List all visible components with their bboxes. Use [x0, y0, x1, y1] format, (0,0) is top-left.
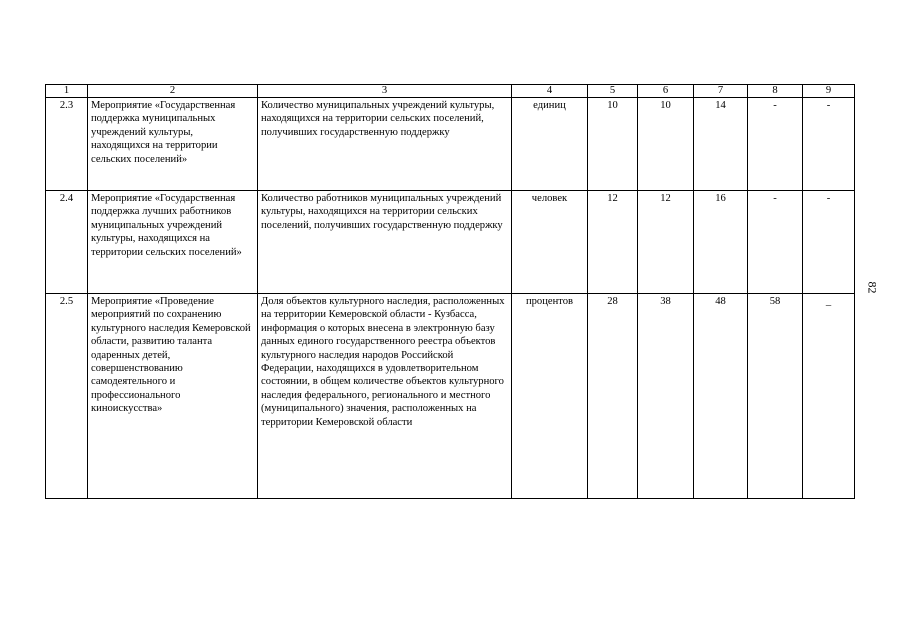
- value-cell: -: [803, 191, 855, 294]
- header-cell: 6: [638, 85, 694, 98]
- value-cell: 12: [588, 191, 638, 294]
- indicator-cell: Доля объектов культурного наследия, расположенных на территории Кемеровской области - Кузбасса, информация о которых внесена в электронную базу данных единого государственного реестра объектов культурного наследия народов Российской Федерации, находящихся в удовлетворительном состоянии, в общем количестве объектов культурного наследия федерального, регионального и местного (муниципального) значения, расположенных на территории Кемеровской области: [258, 294, 512, 499]
- event-cell: Мероприятие «Государственная поддержка лучших работников муниципальных учреждений культуры, находящихся на территории сельских поселений»: [88, 191, 258, 294]
- value-cell: 28: [588, 294, 638, 499]
- value-cell: 38: [638, 294, 694, 499]
- value-cell: 14: [694, 98, 748, 191]
- unit-cell: процентов: [512, 294, 588, 499]
- table-row: [46, 98, 855, 191]
- value-cell: -: [748, 98, 803, 191]
- header-cell: 1: [46, 85, 88, 98]
- value-cell: 48: [694, 294, 748, 499]
- header-cell: 8: [748, 85, 803, 98]
- indicators-table: [45, 84, 855, 499]
- event-cell: Мероприятие «Проведение мероприятий по сохранению культурного наследия Кемеровской области, развитию таланта одаренных детей, совершенствованию самодеятельного и профессионального киноискусства»: [88, 294, 258, 499]
- indicator-cell: Количество работников муниципальных учреждений культуры, находящихся на территории сельских поселений, получивших государственную поддержку: [258, 191, 512, 294]
- value-cell: _: [803, 294, 855, 499]
- value-cell: 12: [638, 191, 694, 294]
- header-cell: 7: [694, 85, 748, 98]
- value-cell: -: [803, 98, 855, 191]
- header-cell: 5: [588, 85, 638, 98]
- event-cell: Мероприятие «Государственная поддержка муниципальных учреждений культуры, находящихся на территории сельских поселений»: [88, 98, 258, 191]
- table-row: [46, 191, 855, 294]
- page-number: 82: [865, 281, 880, 294]
- header-row: [46, 85, 855, 98]
- header-cell: 9: [803, 85, 855, 98]
- table-row: [46, 294, 855, 499]
- unit-cell: человек: [512, 191, 588, 294]
- value-cell: -: [748, 191, 803, 294]
- value-cell: 58: [748, 294, 803, 499]
- header-cell: 2: [88, 85, 258, 98]
- value-cell: 10: [638, 98, 694, 191]
- value-cell: 16: [694, 191, 748, 294]
- header-cell: 3: [258, 85, 512, 98]
- row-number: 2.4: [46, 191, 88, 294]
- row-number: 2.5: [46, 294, 88, 499]
- row-number: 2.3: [46, 98, 88, 191]
- unit-cell: единиц: [512, 98, 588, 191]
- value-cell: 10: [588, 98, 638, 191]
- header-cell: 4: [512, 85, 588, 98]
- indicator-cell: Количество муниципальных учреждений культуры, находящихся на территории сельских поселений, получивших государственную поддержку: [258, 98, 512, 191]
